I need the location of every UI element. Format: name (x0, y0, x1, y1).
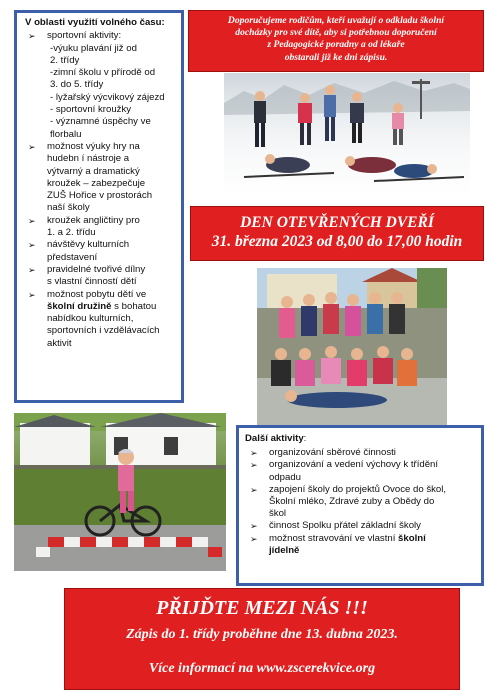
list-item: ➢ činnost Spolku přátel základní školy (250, 520, 421, 532)
arrow-bullet-icon: ➢ (250, 460, 258, 471)
group-illustration (257, 268, 447, 426)
enrollment-banner (64, 588, 460, 690)
list-item: ➢ pravidelné tvořivé dílny s vlastní činností dětí (28, 263, 146, 288)
website-info: Více informací na www.zscerekvice.org (148, 661, 376, 676)
arrow-bullet-icon: ➢ (28, 264, 36, 275)
list-item: ➢ kroužek angličtiny pro 1. a 2. třídu (28, 214, 140, 239)
list-item: ➢ možnost výuky hry na hudebn í nástroje a výtvarný a dramatický kroužek – zabezpečuje ZUŠ Hořice v prostorách naší školy (28, 140, 153, 214)
deferral-notice: Doporučujeme rodičům, kteří uvažují o odkladu školní docházky pro své dítě, aby si potřebnou doporučení z Pedagogické poradny a od lékaře obstarali již ke dni zápisu. (188, 10, 484, 72)
free-time-panel (14, 10, 184, 403)
list-item: ➢ možnost pobytu dětí ve školní družině s bohatou nabídkou kulturních, sportovních i vzdělávacích aktivit (28, 288, 160, 349)
arrow-bullet-icon: ➢ (250, 484, 258, 495)
ski-trip-photo (224, 73, 470, 195)
arrow-bullet-icon: ➢ (28, 289, 36, 300)
class-group-photo (257, 268, 447, 426)
list-item: ➢ možnost stravování ve vlastní školní jídelně (250, 532, 426, 556)
arrow-bullet-icon: ➢ (28, 141, 36, 152)
invitation-headline: PŘIJĎTE MEZI NÁS !!! (156, 597, 368, 619)
list-item: ➢ organizování a vedení výchovy k třídění odpadu (250, 459, 439, 483)
arrow-bullet-icon: ➢ (250, 533, 258, 544)
other-activities-list (245, 447, 475, 557)
free-time-list (25, 30, 175, 350)
list-item: ➢ návštěvy kulturních představení (28, 239, 130, 263)
open-day-date: 31. března 2023 od 8,00 do 17,00 hodin (211, 233, 463, 250)
other-activities-heading: Další aktivity: (245, 433, 307, 444)
bike-illustration (14, 413, 226, 571)
arrow-bullet-icon: ➢ (250, 521, 258, 532)
enrollment-date: Zápis do 1. třídy proběhne dne 13. dubna 2023. (126, 627, 398, 642)
free-time-heading: V oblasti využití volného času: (25, 17, 165, 28)
ski-trip-illustration (224, 73, 470, 195)
arrow-bullet-icon: ➢ (250, 448, 258, 459)
other-activities-panel (236, 425, 484, 586)
list-item: ➢ zapojení školy do projektů Ovoce do škol, Školní mléko, Zdravé zuby a Obědy do škol (250, 483, 447, 520)
arrow-bullet-icon: ➢ (28, 240, 36, 251)
list-item: ➢ organizování sběrové činnosti (250, 447, 396, 459)
arrow-bullet-icon: ➢ (28, 31, 36, 42)
arrow-bullet-icon: ➢ (28, 215, 36, 226)
list-item: ➢ sportovní aktivity: -výuku plavání již od 2. třídy -zimní školu v přírodě od 3. do 5. třídy - lyžařský výcvikový zájezd - sportovní kroužky - významné úspěchy ve florbalu (28, 30, 165, 140)
bike-training-photo (14, 413, 226, 571)
open-day-banner (190, 206, 484, 261)
open-day-title: DEN OTEVŘENÝCH DVEŘÍ (240, 214, 434, 231)
